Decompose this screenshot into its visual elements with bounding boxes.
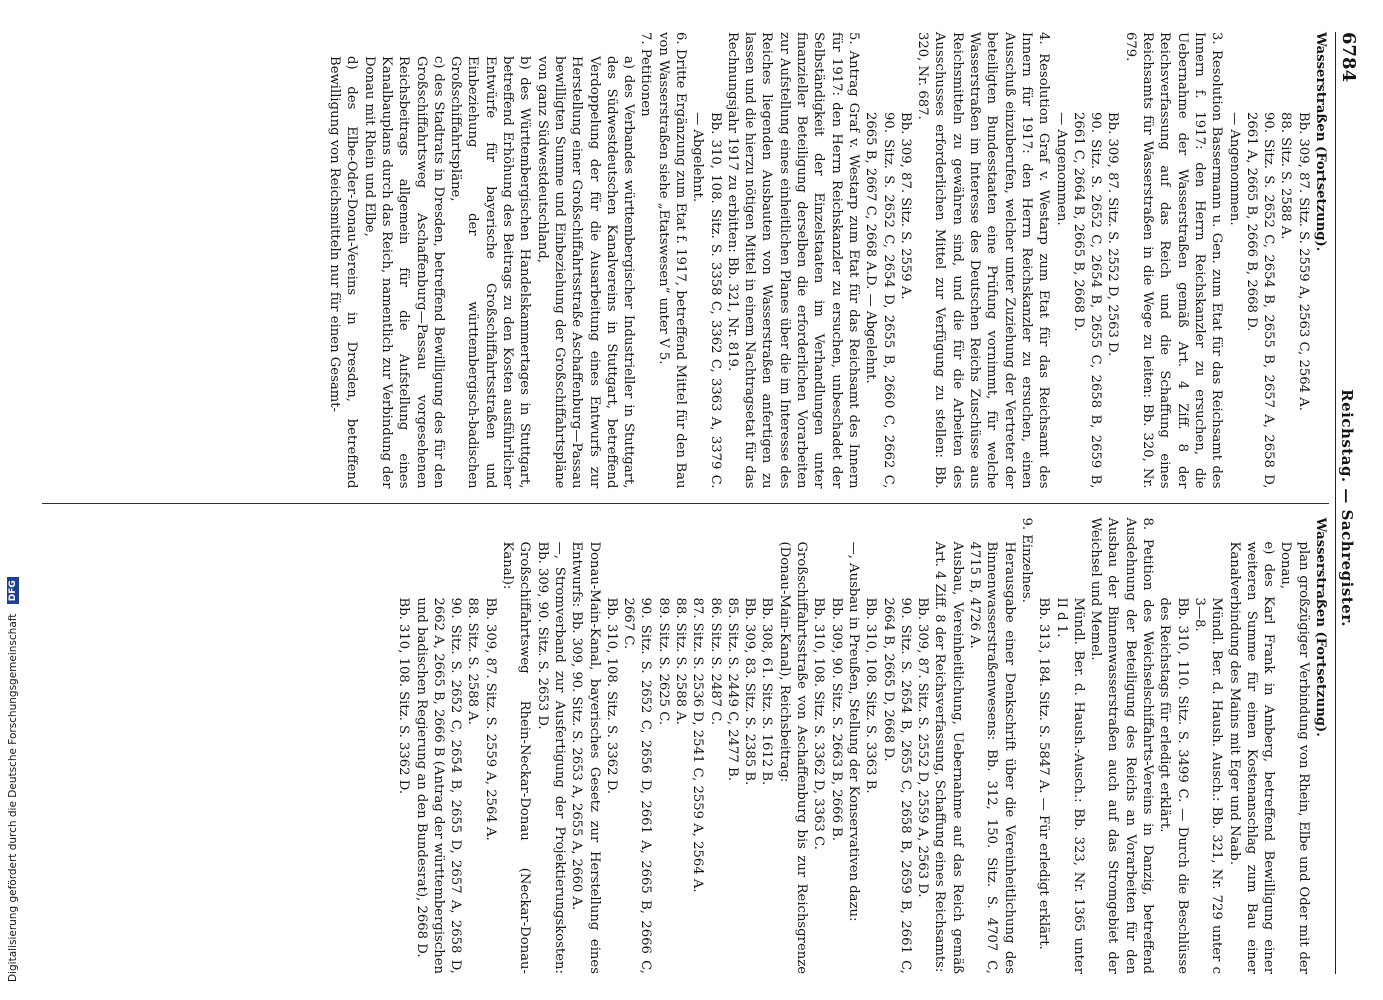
right-column-entry: 89. Sitz. S. 2625 C.	[655, 597, 671, 726]
page-number: 6784	[1338, 32, 1359, 83]
left-column-entry: b) des Württembergischen Handelskammertages in Stuttgart, betreffend Erhöhung des Beitrags zu den Kosten ausführlicher Entwürfe für bayerische Großschiffahrtsstraßen und Einbeziehung der württembergisch-badischen Großschiffahrtspläne,	[448, 56, 533, 489]
left-column-entry: — Angenommen.	[1053, 112, 1069, 226]
right-column-entry: Donau-Main-Kanal, bayerisches Gesetz zur Herstellung eines Entwurfs: Bb. 309, 90. Sitz. S. 2653 A, 2655 A, 2660 A.	[569, 541, 602, 974]
right-column-entry: Bb. 310, 110. Sitz. S. 3499 C. — Durch die Beschlüsse des Reichstags für erledigt erklärt.	[1157, 597, 1190, 974]
left-column-entry: Bb. 310, 108. Sitz. S. 3358 C, 3362 C, 3363 A, 3379 C. — Abgelehnt.	[690, 112, 723, 489]
right-column-entry: 9. Einzelnes.	[1018, 517, 1034, 603]
scanned-page	[42, 18, 1372, 988]
right-column-entry: Herausgabe einer Denkschrift über die Vereinheitlichung des Binnenwasserstraßenwesens: Bb. 312, 150. Sitz. S. 4707 C, 4715 B, 4726 A.	[967, 541, 1017, 974]
footer-text-line	[2, 0, 24, 1000]
right-column-entry: 88. Sitz. S. 2588 A.	[465, 597, 481, 725]
left-column-entry: 90. Sitz. S. 2652 C, 2654 D, 2655 B, 2660 C, 2662 C, 2665 B, 2667 C, 2668 A.D. — Abgelehnt.	[863, 112, 896, 489]
right-column-entry: 85. Sitz. S. 2449 C, 2477 B.	[724, 597, 740, 781]
left-column-entry: 90. Sitz. S. 2652 C, 2654 B, 2655 C, 2658 B, 2659 B, 2661 C, 2664 B, 2665 B, 2668 D.	[1070, 112, 1104, 489]
right-column-entry: —, Stromverband zur Ausfertigung der Projektierungskosten: Bb. 309, 90. Sitz. S. 2653 D.	[534, 541, 567, 974]
right-column-entry: Mündl. Ber. d. Haush.-Ausch.: Bb. 323, Nr. 1365 unter II d 1.	[1053, 597, 1086, 974]
right-column-entry: Großschiffahrtsstraße von Aschaffenburg bis zur Reichsgrenze (Donau-Main-Kanal), Reichsbeitrag:	[776, 541, 810, 974]
left-column-entry: 7. Petitionen	[638, 32, 654, 117]
digitization-note: Digitalisierung gefördert durch die Deutsche Forschungsgemeinschaft	[7, 613, 19, 982]
right-column-entry: Mündl. Ber. d. Haush. Ausch.: Bb. 321, Nr. 729 unter c 3—8.	[1191, 597, 1225, 974]
left-column-entry: 4. Resolution Graf v. Westarp zum Etat für das Reichsamt des Innern für 1917: den Herrn Reichskanzler zu ersuchen, einen Ausschuß einzuberufen, welcher unter Zuziehung der Vertreter der beteiligten Bundesstaaten eine Prüfung vornimmt, für welche Wasserstraßen im Interesse des Deutschen Reichs Zuschüsse aus Reichsmitteln zu gewähren sind, und die für die Arbeiten des Ausschusses erforderlichen Mittel zur Verfügung zu stellen: Bb. 320, Nr. 687.	[915, 32, 1052, 489]
right-column-entry: Bb. 309, 87. Sitz. S. 2559 A, 2564 A.	[482, 597, 498, 841]
right-column-entry: Bb. 310, 108. Sitz. S. 3362 D, 3363 C.	[811, 597, 827, 850]
left-column-entry: 6. Dritte Ergänzung zum Etat f. 1917, betreffend Mittel für den Bau von Wasserstraßen siehe „Etatswesen“ unter V 5.	[655, 32, 689, 489]
right-column-entry: 90. Sitz. S. 2652 C, 2654 B, 2655 D, 2657 A, 2658 D, 2662 A, 2665 B, 2666 B (Antrag der württembergischen und badischen Regierung an den Bundesrat), 2668 D.	[413, 597, 464, 974]
digitization-footer	[0, 0, 22, 1000]
left-column-entry: 90. Sitz. S. 2652 C, 2654 B, 2655 B, 2657 A, 2658 D, 2661 A, 2665 B, 2666 B, 2668 D.	[1243, 112, 1277, 489]
right-column-entry: Wasserstraßen (Fortsetzung).	[1313, 517, 1328, 737]
left-column-entry: Bb. 309, 87. Sitz. S. 2552 D, 2563 D.	[1105, 112, 1121, 357]
right-column-entry: 86. Sitz. S. 2487 C.	[707, 597, 723, 726]
right-column-entry: Ausbau, Vereinheitlichung, Uebernahme auf das Reich gemäß Art. 4 Ziff. 8 der Reichsverfassung, Schaffung eines Reichsamts:	[932, 541, 965, 974]
left-column-entry: Wasserstraßen (Fortsetzung).	[1313, 32, 1328, 252]
right-column-entry: plan großzügiger Verbindung von Rhein, Elbe und Oder mit der Donau,	[1278, 541, 1311, 974]
left-column-entry: Bb. 309, 87. Sitz. S. 2559 A, 2563 C, 2564 A.	[1295, 112, 1311, 411]
right-column-entry: Bb. 313, 184. Sitz. S. 5847 A. — Für erledigt erklärt.	[1036, 597, 1052, 950]
right-column-entry: Bb. 309, 87. Sitz. S. 2552 D, 2559 A, 2563 D.	[915, 597, 931, 898]
right-column-entry: Bb. 310, 108. Sitz. S. 3362 D.	[396, 597, 412, 795]
right-column-entry: —, Ausbau in Preußen, Stellung der Konservativen dazu:	[845, 541, 861, 922]
right-column-entry: Bb. 308, 61. Sitz. S. 1612 B.	[759, 597, 775, 786]
right-column-entry: Bb. 309, 90. Sitz. S. 2663 B, 2666 B.	[828, 597, 844, 842]
right-column-entry: Bb. 309, 83. Sitz. S. 2385 B.	[742, 597, 758, 786]
right-column-entry: Großschiffahrtsweg Rhein-Neckar-Donau (Neckar-Donau-Kanal):	[500, 541, 533, 974]
dfg-logo: DFG	[7, 577, 19, 604]
left-column-entry: 5. Antrag Graf v. Westarp zum Etat für das Reichsamt des Innern für 1917: den Herrn Reichskanzler zu ersuchen, unbeschadet der Selbständigkeit der Einzelstaaten im Verhandlungen unter finanzieller Beteiligung derselben die erforderlichen Vorarbeiten zur Aufstellung eines einheitlichen Planes über die im Interesse des Reiches liegenden Ausbauten von Wasserstraßen anfertigen zu lassen und die hierzu nötigen Mittel in einem Nachtragsetat für das Rechnungsjahr 1917 zu erbitten: Bb. 321, Nr. 819.	[724, 32, 861, 489]
running-header	[1335, 32, 1364, 974]
right-column	[42, 504, 1329, 975]
right-column-entry: 90. Sitz. S. 2652 C, 2656 D, 2661 A, 2665 B, 2666 C, 2667 C.	[621, 597, 654, 974]
right-column-entry: 90. Sitz. S. 2654 B, 2655 C, 2658 B, 2659 B, 2661 C, 2664 B, 2665 D, 2668 D.	[880, 597, 913, 974]
right-column-entry: 88. Sitz. S. 2588 A.	[673, 597, 689, 725]
left-column-entry: a) des Verbandes württembergischer Industrieller in Stuttgart, des Südwestdeutschen Kanalvereins in Stuttgart, betreffend Verdoppelung der für die Ausarbeitung eines Entwurfs zur Herstellung einer Großschiffahrtsstraße Aschaffenburg—Passau bewilligten Summe und Einbeziehung der Großschiffahrtspläne von ganz Südwestdeutschland,	[534, 56, 637, 489]
right-column-entry: Bb. 310, 108. Sitz. S. 3363 B.	[863, 597, 879, 794]
running-title: Reichstag. — Sachregister.	[1338, 389, 1356, 627]
left-column-entry: 88. Sitz. S. 2588 A.	[1278, 112, 1294, 240]
scanned-page-viewport	[42, 18, 1372, 988]
right-column-entry: Bb. 310, 108. Sitz. S. 3362 D.	[603, 597, 619, 795]
right-column-entry: 8. Petition des Weichselschiffahrts-Vereins in Danzig, betreffend Ausdehnung der Beteiligung des Reichs an Vorarbeiten für den Ausbau der Binnenwasserstraßen auch auf das Stromgebiet der Weichsel und Memel.	[1088, 517, 1156, 974]
left-column-entry: — Angenommen.	[1226, 112, 1242, 226]
left-column-entry: d) des Elbe-Oder-Donau-Vereins in Dresden, betreffend Bewilligung von Reichsmitteln nur für einen Gesamt-	[327, 56, 360, 489]
two-column-body	[42, 32, 1329, 974]
right-column-entry: e) des Karl Frank in Amberg, betreffend Bewilligung einer weiteren Summe für einen Kostenanschlag zum Bau einer Kanalverbindung des Mains mit Eger und Naab.	[1226, 541, 1277, 974]
left-column	[42, 32, 1329, 504]
left-column-entry: c) des Stadtrats in Dresden, betreffend Bewilligung des für den Großschiffahrtsweg Aschaffenburg—Passau vorgesehenen Reichsbeitrags allgemein für die Aufstellung eines Kanalbauplans durch das Reich, namentlich zur Verbindung der Donau mit Rhein und Elbe,	[361, 56, 446, 489]
left-column-entry: 3. Resolution Bassermann u. Gen. zum Etat für das Reichsamt des Innern f. 1917: den Herrn Reichskanzler zu ersuchen, die Uebernahme der Wasserstraßen gemäß Art. 4 Ziff. 8 der Reichsverfassung auf das Reich und die Schaffung eines Reichsamts für Wasserstraßen in die Wege zu leiten: Bb. 320, Nr. 679.	[1122, 32, 1225, 489]
right-column-entry: 87. Sitz. S. 2536 D, 2541 C, 2559 A, 2564 A.	[690, 597, 706, 893]
left-column-entry: Bb. 309, 87. Sitz. S. 2559 A.	[897, 112, 913, 300]
